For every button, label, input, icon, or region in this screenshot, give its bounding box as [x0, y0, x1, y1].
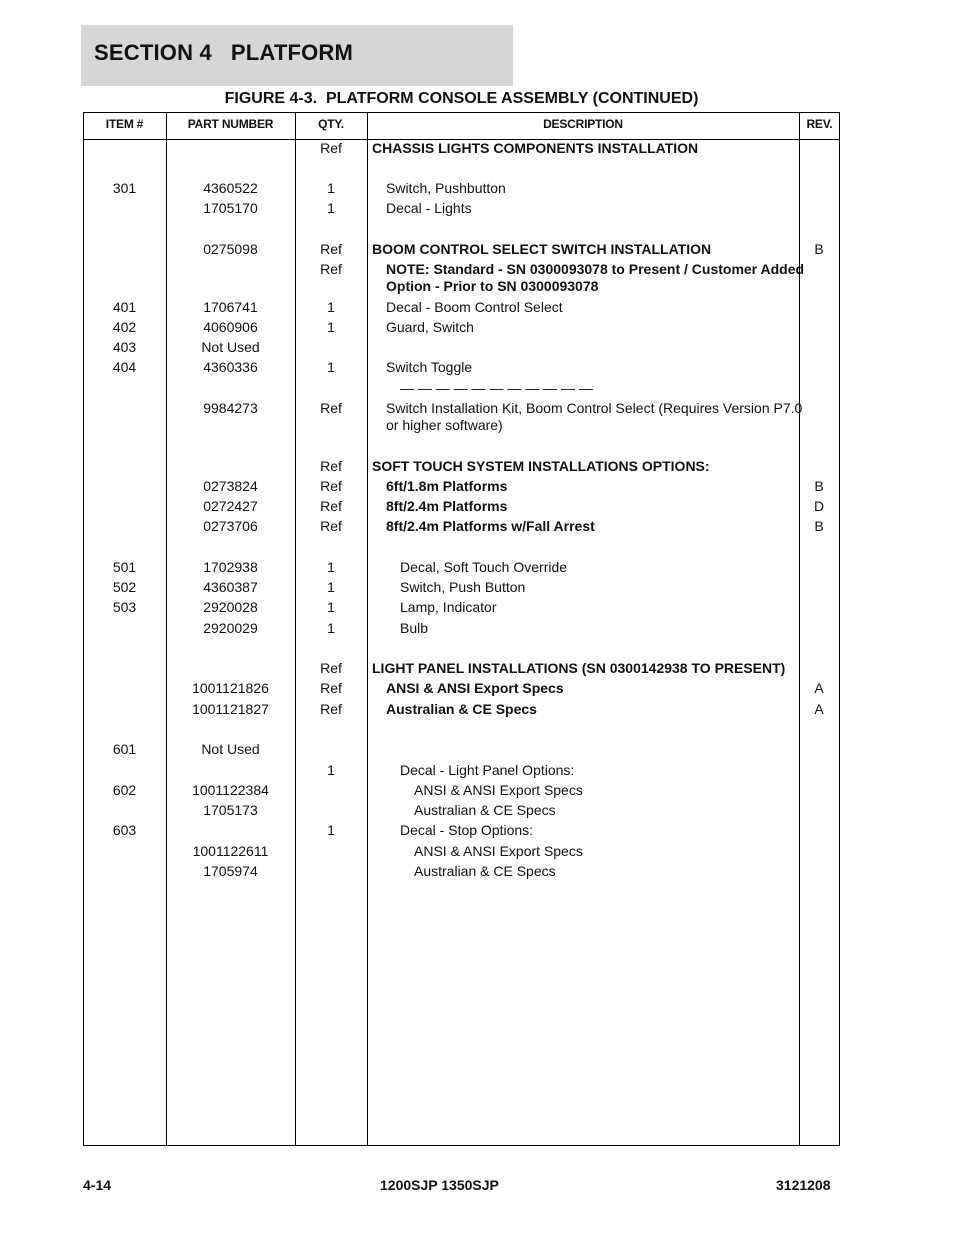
qty-cell: Ref	[320, 660, 342, 676]
description-cell: Australian & CE Specs	[414, 863, 556, 879]
column-divider	[367, 112, 368, 1146]
header-part-number: PART NUMBER	[187, 117, 274, 131]
qty-cell: Ref	[320, 400, 342, 416]
qty-cell: 1	[327, 620, 335, 636]
qty-cell: Ref	[320, 458, 342, 474]
rev-cell: A	[814, 680, 824, 696]
part-number-cell: 2920029	[203, 620, 258, 636]
header-item: ITEM #	[105, 117, 144, 131]
part-number-cell: 4360522	[203, 180, 258, 196]
part-number-cell: 1001122611	[192, 843, 269, 859]
description-cell: 8ft/2.4m Platforms w/Fall Arrest	[386, 518, 595, 534]
qty-cell: 1	[327, 200, 335, 216]
part-number-cell: 4360387	[203, 579, 258, 595]
qty-cell: 1	[327, 299, 335, 315]
rev-cell: B	[814, 518, 824, 534]
description-cell: Decal - Light Panel Options:	[400, 762, 575, 778]
qty-cell: Ref	[320, 518, 342, 534]
header-description: DESCRIPTION	[543, 117, 623, 131]
footer-model: 1200SJP 1350SJP	[380, 1177, 499, 1193]
description-cell: Decal, Soft Touch Override	[400, 559, 568, 575]
description-cell: ANSI & ANSI Export Specs	[414, 843, 583, 859]
item-cell: 501	[112, 559, 137, 575]
description-cell: LIGHT PANEL INSTALLATIONS (SN 0300142938 TO PRESENT)	[372, 660, 786, 676]
description-cell: Switch Installation Kit, Boom Control Select (Requires Version P7.0 or higher software)	[386, 400, 803, 433]
qty-cell: Ref	[320, 241, 342, 257]
part-number-cell: 1001121827	[192, 701, 269, 717]
qty-cell: 1	[327, 359, 335, 375]
description-cell: Decal - Lights	[386, 200, 472, 216]
description-cell: Guard, Switch	[386, 319, 474, 335]
part-number-cell: 1705974	[203, 863, 258, 879]
section-title: SECTION 4 PLATFORM	[94, 40, 354, 65]
item-cell: 402	[112, 319, 137, 335]
description-cell: 6ft/1.8m Platforms	[386, 478, 508, 494]
qty-cell: 1	[327, 559, 335, 575]
description-cell: SOFT TOUCH SYSTEM INSTALLATIONS OPTIONS:	[372, 458, 710, 474]
description-cell: ANSI & ANSI Export Specs	[414, 782, 583, 798]
description-cell: BOOM CONTROL SELECT SWITCH INSTALLATION	[372, 241, 712, 257]
description-cell: 8ft/2.4m Platforms	[386, 498, 508, 514]
qty-cell: Ref	[320, 701, 342, 717]
description-cell: Decal - Boom Control Select	[386, 299, 563, 315]
part-number-cell: 1702938	[203, 559, 258, 575]
part-number-cell: 2920028	[203, 599, 258, 615]
part-number-cell: 0273824	[203, 478, 258, 494]
item-cell: 601	[112, 741, 137, 757]
part-number-cell: 0272427	[203, 498, 258, 514]
rev-cell: A	[814, 701, 824, 717]
description-cell: Bulb	[400, 620, 429, 636]
description-cell: Switch, Push Button	[400, 579, 526, 595]
item-cell: 502	[112, 579, 137, 595]
part-number-cell: Not Used	[201, 339, 260, 355]
description-cell: Australian & CE Specs	[386, 701, 537, 717]
header-rev: REV.	[806, 117, 833, 131]
item-cell: 503	[112, 599, 137, 615]
header-qty: QTY.	[318, 117, 344, 131]
description-cell: Decal - Stop Options:	[400, 822, 534, 838]
part-number-cell: 1705170	[203, 200, 258, 216]
item-cell: 403	[112, 339, 137, 355]
description-cell: ANSI & ANSI Export Specs	[386, 680, 564, 696]
description-cell: Switch Toggle	[386, 359, 473, 375]
qty-cell: Ref	[320, 498, 342, 514]
part-number-cell: 4360336	[203, 359, 258, 375]
description-cell: Lamp, Indicator	[400, 599, 497, 615]
part-number-cell: 9984273	[203, 400, 258, 416]
description-cell: — — — — — — — — — — —	[400, 380, 593, 396]
item-cell: 301	[112, 180, 137, 196]
part-number-cell: 0275098	[203, 241, 258, 257]
description-cell: Switch, Pushbutton	[386, 180, 506, 196]
qty-cell: Ref	[320, 478, 342, 494]
footer-doc-number: 3121208	[776, 1177, 831, 1193]
qty-cell: 1	[327, 822, 335, 838]
part-number-cell: 1705173	[203, 802, 258, 818]
part-number-cell: 0273706	[203, 518, 258, 534]
description-cell: NOTE: Standard - SN 0300093078 to Present / Customer Added Option - Prior to SN 0300093078	[386, 261, 805, 294]
qty-cell: 1	[327, 762, 335, 778]
rev-cell: B	[814, 478, 824, 494]
part-number-cell: Not Used	[201, 741, 260, 757]
rev-cell: B	[814, 241, 824, 257]
qty-cell: Ref	[320, 680, 342, 696]
item-cell: 602	[112, 782, 137, 798]
qty-cell: Ref	[320, 140, 342, 156]
qty-cell: 1	[327, 579, 335, 595]
qty-cell: 1	[327, 599, 335, 615]
item-cell: 603	[112, 822, 137, 838]
qty-cell: Ref	[320, 261, 342, 277]
part-number-cell: 1001121826	[192, 680, 269, 696]
description-cell: Australian & CE Specs	[414, 802, 556, 818]
part-number-cell: 1001122384	[192, 782, 269, 798]
figure-title: FIGURE 4-3. PLATFORM CONSOLE ASSEMBLY (CONTINUED)	[224, 90, 699, 107]
footer-page-number: 4-14	[83, 1177, 112, 1193]
item-cell: 404	[112, 359, 137, 375]
qty-cell: 1	[327, 319, 335, 335]
description-cell: CHASSIS LIGHTS COMPONENTS INSTALLATION	[372, 140, 699, 156]
rev-cell: D	[813, 498, 825, 514]
qty-cell: 1	[327, 180, 335, 196]
part-number-cell: 1706741	[203, 299, 258, 315]
item-cell: 401	[112, 299, 137, 315]
part-number-cell: 4060906	[203, 319, 258, 335]
